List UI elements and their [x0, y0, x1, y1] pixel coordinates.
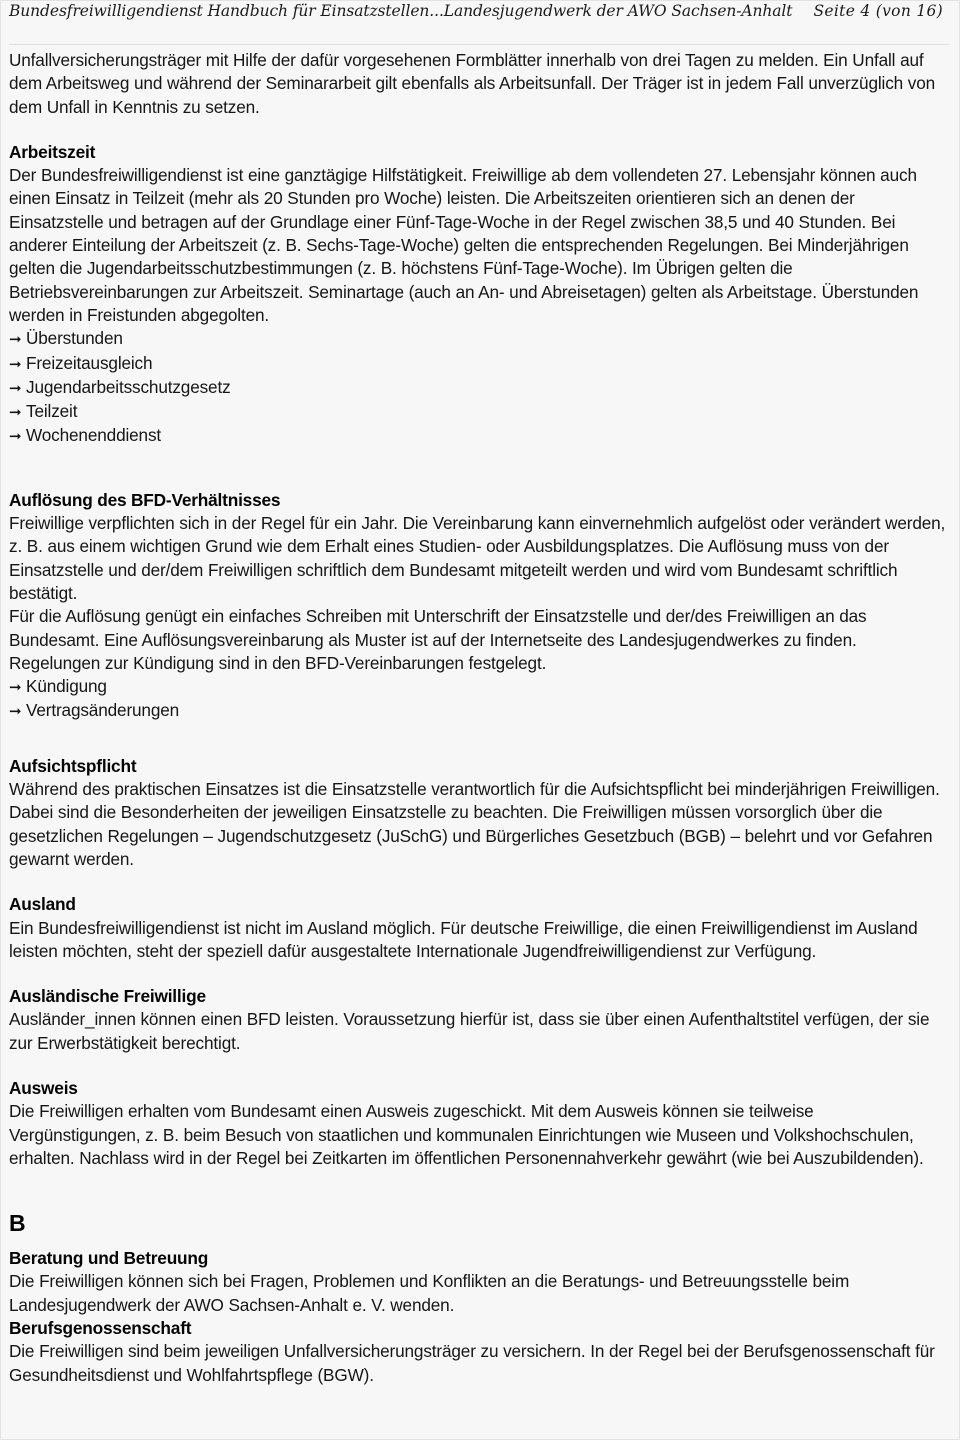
intro-paragraph: Unfallversicherungsträger mit Hilfe der dafür vorgesehenen Formblätter innerhalb von drei Tagen zu melden. Ein Unfall auf dem Arbeitsweg und während der Seminararbeit gilt ebenfalls als Arbeitsunfall. Der Träger ist in jedem Fall unverzüglich von dem Unfall in Kenntnis zu setzen.	[9, 50, 936, 117]
section-paragraph-auslaendische-freiwillige-1: Ausländer_innen können einen BFD leisten. Voraussetzung hierfür ist, dass sie über einen Aufenthaltstitel verfügen, der sie zur Erwerbstätigkeit berechtigt.	[9, 1009, 930, 1053]
section-heading-ausweis: Ausweis	[9, 1077, 78, 1098]
section-paragraph-ausland-1: Ein Bundesfreiwilligendienst ist nicht im Ausland möglich. Für deutsche Freiwillige, die einen Freiwilligendienst im Ausland leisten möchten, steht der speziell dafür ausgestaltete Internationale Jugendfreiwilligendienst zur Verfügung.	[9, 917, 918, 961]
cross-reference-label: Überstunden	[26, 328, 123, 349]
section-paragraph-aufsichtspflicht-1: Während des praktischen Einsatzes ist die Einsatzstelle verantwortlich für die Aufsichtspflicht bei minderjährigen Freiwilligen. Dabei sind die Besonderheiten der jeweiligen Einsatzstelle zu beachten. Die Freiwilligen müssen vorsorglich über die gesetzlichen Regelungen – Jugendschutzgesetz (JuSchG) und Bürgerliches Gesetzbuch (BGB) – belehrt und vor Gefahren gewarnt werden.	[9, 779, 940, 869]
spacer	[9, 871, 949, 893]
cross-reference-label: Wochenenddienst	[26, 425, 162, 446]
arrow-right-icon: ➞	[9, 703, 22, 721]
section-paragraph-aufloesung-3: Regelungen zur Kündigung sind in den BFD-Vereinbarungen festgelegt.	[9, 652, 547, 673]
cross-reference-list-arbeitszeit	[9, 327, 949, 448]
list-item[interactable]	[9, 424, 949, 448]
section-paragraph-aufloesung-2: Für die Auflösung genügt ein einfaches Schreiben mit Unterschrift der Einsatzstelle und der/des Freiwilligen an das Bundesamt. Eine Auflösungsvereinbarung als Muster ist auf der Internetseite des Landesjugendwerkes zu finden.	[9, 606, 867, 650]
cross-reference-label: Vertragsänderungen	[26, 700, 180, 721]
page-content-area	[1, 1, 959, 1439]
section-paragraph-aufloesung-1: Freiwillige verpflichten sich in der Regel für ein Jahr. Die Vereinbarung kann einvernehmlich aufgelöst oder verändert werden, z. B. aus einem wichtigen Grund wie dem Erhalt eines Studien- oder Ausbildungsplatzes. Die Auflösung muss von der Einsatzstelle und der/dem Freiwilligen schriftlich dem Bundesamt mitgeteilt werden und wird vom Bundesamt schriftlich bestätigt.	[9, 513, 946, 603]
cross-reference-label: Teilzeit	[26, 401, 78, 422]
spacer	[9, 1055, 949, 1077]
arrow-right-icon: ➞	[9, 355, 22, 373]
section-heading-aufloesung: Auflösung des BFD-Verhältnisses	[9, 489, 281, 510]
section-paragraph-berufsgenossenschaft-1: Die Freiwilligen sind beim jeweiligen Unfallversicherungsträger zu versichern. In der Regel bei der Berufsgenossenschaft für Gesundheitsdienst und Wohlfahrtspflege (BGW).	[9, 1341, 935, 1385]
spacer	[9, 119, 949, 141]
cross-reference-label: Freizeitausgleich	[26, 352, 153, 373]
arrow-right-icon: ➞	[9, 428, 22, 446]
spacer	[9, 1170, 949, 1210]
list-item[interactable]	[9, 352, 949, 376]
section-heading-beratung-und-betreuung: Beratung und Betreuung	[9, 1248, 209, 1269]
document-body	[9, 49, 949, 1387]
section-heading-arbeitszeit: Arbeitszeit	[9, 141, 96, 162]
spacer	[9, 963, 949, 985]
header-page-number: Seite 4 (von 16)	[813, 2, 943, 20]
list-item[interactable]	[9, 699, 949, 723]
section-heading-berufsgenossenschaft: Berufsgenossenschaft	[9, 1318, 192, 1339]
cross-reference-label: Kündigung	[26, 676, 107, 697]
spacer	[9, 1237, 949, 1247]
arrow-right-icon: ➞	[9, 404, 22, 422]
spacer	[9, 724, 949, 755]
arrow-right-icon: ➞	[9, 679, 22, 697]
list-item[interactable]	[9, 376, 949, 400]
header-divider-rule	[9, 44, 949, 45]
section-heading-aufsichtspflicht: Aufsichtspflicht	[9, 755, 137, 776]
cross-reference-list-aufloesung	[9, 675, 949, 724]
arrow-right-icon: ➞	[9, 331, 22, 349]
list-item[interactable]	[9, 327, 949, 351]
list-item[interactable]	[9, 400, 949, 424]
running-header	[9, 1, 949, 25]
header-document-title: Bundesfreiwilligendienst Handbuch für Einsatzstellen...Landesjugendwerk der AWO Sachsen-Anhalt	[9, 2, 793, 20]
cross-reference-label: Jugendarbeitsschutzgesetz	[26, 376, 231, 397]
arrow-right-icon: ➞	[9, 379, 22, 397]
section-paragraph-beratung-1: Die Freiwilligen können sich bei Fragen, Problemen und Konflikten an die Beratungs- und Betreuungsstelle beim Landesjugendwerk der AWO Sachsen-Anhalt e. V. wenden.	[9, 1271, 850, 1315]
alphabet-section-letter: B	[9, 1210, 26, 1237]
section-paragraph-ausweis-1: Die Freiwilligen erhalten vom Bundesamt einen Ausweis zugeschickt. Mit dem Ausweis können sie teilweise Vergünstigungen, z. B. beim Besuch von staatlichen und kommunalen Einrichtungen wie Museen und Volkshochschulen, erhalten. Nachlass wird in der Regel bei Zeitkarten im öffentlichen Personennahverkehr gewährt (wie bei Auszubildenden).	[9, 1101, 924, 1168]
spacer	[9, 449, 949, 489]
section-heading-ausland: Ausland	[9, 894, 76, 915]
section-paragraph-arbeitszeit-1: Der Bundesfreiwilligendienst ist eine ganztägige Hilfstätigkeit. Freiwillige ab dem vollendeten 27. Lebensjahr können auch einen Einsatz in Teilzeit (mehr als 20 Stunden pro Woche) leisten. Die Arbeitszeiten orientieren sich an denen der Einsatzstelle und betragen auf der Grundlage einer Fünf-Tage-Woche in der Regel zwischen 38,5 und 40 Stunden. Bei anderer Einteilung der Arbeitszeit (z. B. Sechs-Tage-Woche) gelten die entsprechenden Regelungen. Bei Minderjährigen gelten die Jugendarbeitsschutzbestimmungen (z. B. höchstens Fünf-Tage-Woche). Im Übrigen gelten die Betriebsvereinbarungen zur Arbeitszeit. Seminartage (auch an An- und Abreisetagen) gelten als Arbeitstage. Überstunden werden in Freistunden abgegolten.	[9, 165, 919, 325]
list-item[interactable]	[9, 675, 949, 699]
section-heading-auslaendische-freiwillige: Ausländische Freiwillige	[9, 986, 206, 1007]
